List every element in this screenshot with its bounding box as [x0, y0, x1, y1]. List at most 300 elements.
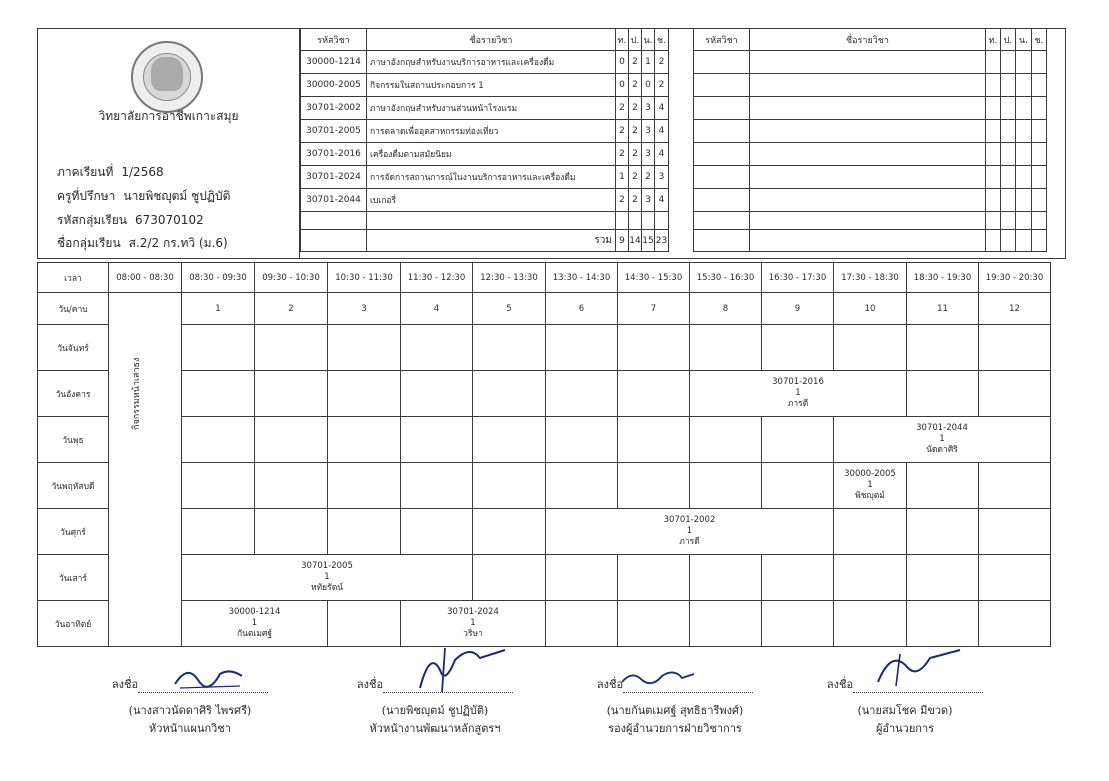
table-row — [301, 143, 669, 166]
empty-cell — [1016, 120, 1032, 143]
empty-cell — [1032, 189, 1047, 212]
empty-cell — [1001, 166, 1016, 189]
subject-t: 0 — [616, 51, 629, 74]
empty-cell — [618, 601, 690, 647]
subjects-header-right-c: ช. — [1032, 29, 1047, 51]
empty-cell — [986, 74, 1001, 97]
subjects-header-row — [301, 29, 669, 51]
subject-c: 2 — [655, 51, 669, 74]
subject-name: เบเกอรี่ — [367, 189, 616, 212]
empty-cell — [690, 325, 762, 371]
signature-2-mark — [400, 640, 510, 695]
subjects-total-label: รวม — [367, 230, 616, 252]
empty-cell — [694, 143, 750, 166]
subject-n: 3 — [642, 143, 655, 166]
subjects-total-n: 15 — [642, 230, 655, 252]
empty-cell — [690, 417, 762, 463]
period-label: วัน/คาบ — [38, 293, 109, 325]
subject-n: 3 — [642, 97, 655, 120]
empty-cell — [694, 74, 750, 97]
empty-cell — [473, 417, 546, 463]
empty-cell — [1032, 74, 1047, 97]
time-slot: 14:30 - 15:30 — [618, 263, 690, 293]
signer-position: หัวหน้าแผนกวิชา — [149, 722, 231, 735]
sign-label: ลงชื่อ — [826, 678, 854, 691]
day-row-2 — [38, 417, 1051, 463]
term-label: ภาคเรียนที่ — [57, 165, 114, 179]
table-row — [301, 97, 669, 120]
empty-cell — [1032, 212, 1047, 230]
day-label: วันศุกร์ — [38, 509, 109, 555]
subject-p: 2 — [629, 166, 642, 189]
period-number: 4 — [401, 293, 473, 325]
signer-position: หัวหน้างานพัฒนาหลักสูตรฯ — [369, 722, 501, 735]
empty-cell — [255, 417, 328, 463]
entry-room: 1 — [867, 480, 873, 490]
period-number: 7 — [618, 293, 690, 325]
empty-cell — [1001, 212, 1016, 230]
subject-name: การตลาดเพื่ออุตสาหกรรมท่องเที่ยว — [367, 120, 616, 143]
subject-code: 30000-2005 — [301, 74, 367, 97]
entry-code: 30000-2005 — [844, 469, 896, 479]
empty-cell — [473, 509, 546, 555]
time-slot: 12:30 - 13:30 — [473, 263, 546, 293]
entry-teacher: หทัยรัตน์ — [310, 583, 344, 593]
empty-cell — [750, 189, 986, 212]
schedule-table — [37, 262, 1051, 647]
table-row — [301, 230, 669, 252]
period-number: 2 — [255, 293, 328, 325]
period-number: 11 — [907, 293, 979, 325]
empty-cell — [1032, 120, 1047, 143]
subjects-header-p: ป. — [629, 29, 642, 51]
empty-cell — [546, 417, 618, 463]
empty-cell — [546, 463, 618, 509]
empty-cell — [182, 463, 255, 509]
empty-cell — [907, 509, 979, 555]
entry-room: 1 — [470, 618, 476, 628]
college-seal-icon — [131, 41, 203, 113]
subject-c: 4 — [655, 189, 669, 212]
empty-cell — [750, 143, 986, 166]
subject-c: 3 — [655, 166, 669, 189]
time-slot: 08:30 - 09:30 — [182, 263, 255, 293]
empty-cell — [834, 555, 907, 601]
empty-cell — [301, 230, 367, 252]
empty-cell — [546, 601, 618, 647]
day-row-1 — [38, 371, 1051, 417]
subject-name: ภาษาอังกฤษสำหรับงานบริการอาหารและเครื่องดื่ม — [367, 51, 616, 74]
entry-room: 1 — [939, 434, 945, 444]
entry-room: 1 — [251, 618, 258, 628]
signer-position: รองผู้อำนวยการฝ่ายวิชาการ — [608, 722, 742, 735]
empty-cell — [1016, 189, 1032, 212]
empty-cell — [834, 325, 907, 371]
empty-cell — [1032, 143, 1047, 166]
time-slot: 15:30 - 16:30 — [690, 263, 762, 293]
empty-cell — [750, 97, 986, 120]
subjects-header-right-name: ชื่อรายวิชา — [750, 29, 986, 51]
empty-cell — [182, 417, 255, 463]
empty-cell — [986, 120, 1001, 143]
advisor-label: ครูที่ปรึกษา — [57, 189, 116, 203]
table-row — [694, 51, 1047, 74]
empty-cell — [750, 166, 986, 189]
empty-cell — [694, 230, 750, 252]
empty-cell — [986, 143, 1001, 166]
empty-cell — [1016, 51, 1032, 74]
empty-cell — [694, 97, 750, 120]
period-number: 3 — [328, 293, 401, 325]
term-value: 1/2568 — [121, 165, 164, 179]
subjects-header-n: น. — [642, 29, 655, 51]
group-code-value: 673070102 — [135, 213, 204, 227]
day-row-4 — [38, 509, 1051, 555]
empty-cell — [979, 555, 1051, 601]
period-number: 12 — [979, 293, 1051, 325]
empty-cell — [255, 371, 328, 417]
empty-cell — [1016, 166, 1032, 189]
day-label: วันเสาร์ — [38, 555, 109, 601]
empty-cell — [907, 463, 979, 509]
subject-name: ภาษาอังกฤษสำหรับงานส่วนหน้าโรงแรม — [367, 97, 616, 120]
schedule-entry-cell — [690, 371, 907, 417]
empty-cell — [750, 51, 986, 74]
subjects-table-right — [693, 28, 1047, 252]
signer-name: (นายสมโชค มีขวด) — [857, 704, 953, 717]
empty-cell — [618, 555, 690, 601]
empty-cell — [642, 212, 655, 230]
entry-code: 30701-2024 — [447, 607, 499, 617]
time-slot: 18:30 - 19:30 — [907, 263, 979, 293]
empty-cell — [986, 189, 1001, 212]
empty-cell — [401, 325, 473, 371]
time-slot: 19:30 - 20:30 — [979, 263, 1051, 293]
empty-cell — [546, 325, 618, 371]
signature-1-mark — [170, 662, 250, 690]
empty-cell — [834, 601, 907, 647]
schedule-entry-cell — [834, 463, 907, 509]
empty-cell — [762, 325, 834, 371]
subject-p: 2 — [629, 120, 642, 143]
empty-cell — [1001, 120, 1016, 143]
empty-cell — [694, 51, 750, 74]
empty-cell — [473, 463, 546, 509]
table-row — [694, 97, 1047, 120]
empty-cell — [328, 463, 401, 509]
empty-cell — [618, 325, 690, 371]
subject-n: 3 — [642, 120, 655, 143]
day-row-6 — [38, 601, 1051, 647]
empty-cell — [473, 325, 546, 371]
empty-cell — [618, 417, 690, 463]
schedule-entry-cell — [182, 555, 473, 601]
table-row — [301, 51, 669, 74]
subject-c: 4 — [655, 120, 669, 143]
day-label: วันพุธ — [38, 417, 109, 463]
subject-n: 0 — [642, 74, 655, 97]
time-slot: 09:30 - 10:30 — [255, 263, 328, 293]
empty-cell — [690, 555, 762, 601]
subjects-header-row-right — [694, 29, 1047, 51]
activity-cell — [109, 293, 182, 647]
group-name-value: ส.2/2 กร.ทวิ (ม.6) — [128, 236, 228, 250]
subject-p: 2 — [629, 74, 642, 97]
subjects-total-t: 9 — [616, 230, 629, 252]
entry-code: 30701-2002 — [663, 515, 716, 525]
entry-code: 30701-2044 — [916, 423, 968, 433]
time-slot: 08:00 - 08:30 — [109, 263, 182, 293]
empty-cell — [1016, 74, 1032, 97]
empty-cell — [401, 417, 473, 463]
empty-cell — [401, 371, 473, 417]
empty-cell — [618, 463, 690, 509]
empty-cell — [762, 601, 834, 647]
empty-cell — [328, 509, 401, 555]
subjects-header-right-n: น. — [1016, 29, 1032, 51]
signature-4-mark — [870, 644, 965, 689]
empty-cell — [367, 212, 616, 230]
empty-cell — [618, 371, 690, 417]
empty-cell — [1001, 143, 1016, 166]
schedule-entry-cell — [182, 601, 328, 647]
empty-cell — [979, 371, 1051, 417]
schedule-entry-cell — [834, 417, 1051, 463]
time-slot: 17:30 - 18:30 — [834, 263, 907, 293]
table-row — [694, 189, 1047, 212]
table-row — [694, 166, 1047, 189]
time-label: เวลา — [38, 263, 109, 293]
empty-cell — [301, 212, 367, 230]
subject-t: 1 — [616, 166, 629, 189]
empty-cell — [694, 166, 750, 189]
empty-cell — [401, 509, 473, 555]
time-slot: 16:30 - 17:30 — [762, 263, 834, 293]
subjects-total-p: 14 — [629, 230, 642, 252]
subject-t: 2 — [616, 189, 629, 212]
empty-cell — [750, 74, 986, 97]
empty-cell — [907, 325, 979, 371]
empty-cell — [1001, 189, 1016, 212]
table-row — [694, 143, 1047, 166]
day-label: วันพฤหัสบดี — [38, 463, 109, 509]
subject-c: 4 — [655, 97, 669, 120]
signer-name: (นายกันตเมศฐ์ สุทธิธารีพงศ์) — [606, 704, 744, 717]
table-row — [301, 189, 669, 212]
empty-cell — [1001, 230, 1016, 252]
subject-name: การจัดการสถานการณ์ในงานบริการอาหารและเครื่องดื่ม — [367, 166, 616, 189]
empty-cell — [328, 325, 401, 371]
empty-cell — [979, 509, 1051, 555]
subjects-total-c: 23 — [655, 230, 669, 252]
subjects-header-t: ท. — [616, 29, 629, 51]
subject-code: 30701-2044 — [301, 189, 367, 212]
sign-label: ลงชื่อ — [596, 678, 624, 691]
day-label: วันอังคาร — [38, 371, 109, 417]
subject-n: 3 — [642, 189, 655, 212]
subjects-table-left — [300, 28, 669, 252]
entry-code: 30000-1214 — [228, 607, 281, 617]
table-row — [301, 166, 669, 189]
empty-cell — [762, 555, 834, 601]
subject-c: 4 — [655, 143, 669, 166]
table-row — [694, 230, 1047, 252]
empty-cell — [979, 601, 1051, 647]
entry-teacher: นัดดาศิริ — [926, 445, 958, 455]
subject-p: 2 — [629, 189, 642, 212]
empty-cell — [1016, 143, 1032, 166]
subjects-header-name: ชื่อรายวิชา — [367, 29, 616, 51]
signer-name: (นางสาวนัดดาศิริ ไพรศรี) — [128, 704, 252, 717]
entry-room: 1 — [686, 526, 693, 536]
empty-cell — [694, 212, 750, 230]
empty-cell — [690, 463, 762, 509]
group-name-label: ชื่อกลุ่มเรียน — [57, 236, 121, 250]
entry-code: 30701-2016 — [772, 377, 824, 387]
empty-cell — [182, 371, 255, 417]
period-row — [38, 293, 1051, 325]
entry-teacher: ภารดี — [787, 399, 809, 409]
table-row — [694, 120, 1047, 143]
schedule-entry-cell — [546, 509, 834, 555]
day-row-5 — [38, 555, 1051, 601]
period-number: 10 — [834, 293, 907, 325]
empty-cell — [1016, 212, 1032, 230]
empty-cell — [328, 601, 401, 647]
table-row — [301, 212, 669, 230]
period-number: 8 — [690, 293, 762, 325]
empty-cell — [255, 509, 328, 555]
advisor-line — [57, 187, 230, 206]
empty-cell — [1016, 97, 1032, 120]
subject-t: 0 — [616, 74, 629, 97]
subject-p: 2 — [629, 51, 642, 74]
empty-cell — [986, 97, 1001, 120]
term-line — [57, 163, 164, 182]
subject-code: 30000-1214 — [301, 51, 367, 74]
group-code-line — [57, 211, 204, 230]
day-row-0 — [38, 325, 1051, 371]
table-row — [301, 120, 669, 143]
empty-cell — [473, 555, 546, 601]
empty-cell — [328, 417, 401, 463]
subject-p: 2 — [629, 143, 642, 166]
table-row — [694, 212, 1047, 230]
time-slot: 11:30 - 12:30 — [401, 263, 473, 293]
empty-cell — [655, 212, 669, 230]
empty-cell — [986, 230, 1001, 252]
empty-cell — [986, 166, 1001, 189]
period-number: 6 — [546, 293, 618, 325]
empty-cell — [401, 463, 473, 509]
college-name: วิทยาลัยการอาชีพเกาะสมุย — [98, 109, 239, 123]
day-label: วันจันทร์ — [38, 325, 109, 371]
entry-teacher: พิชญุตม์ — [855, 491, 885, 501]
empty-cell — [694, 120, 750, 143]
empty-cell — [907, 371, 979, 417]
subjects-header-right-t: ท. — [986, 29, 1001, 51]
empty-cell — [1032, 230, 1047, 252]
empty-cell — [629, 212, 642, 230]
empty-cell — [1001, 74, 1016, 97]
subjects-header-c: ช. — [655, 29, 669, 51]
advisor-value: นายพิชญุตม์ ชูปฏิบัติ — [123, 189, 231, 203]
time-row — [38, 263, 1051, 293]
subject-code: 30701-2016 — [301, 143, 367, 166]
subject-t: 2 — [616, 120, 629, 143]
empty-cell — [694, 189, 750, 212]
empty-cell — [546, 371, 618, 417]
entry-room: 1 — [324, 572, 330, 582]
period-number: 9 — [762, 293, 834, 325]
empty-cell — [979, 325, 1051, 371]
empty-cell — [255, 463, 328, 509]
signer-position: ผู้อำนวยการ — [875, 722, 935, 735]
subject-name: เครื่องดื่มตามสมัยนิยม — [367, 143, 616, 166]
entry-teacher: กันตเมศฐ์ — [236, 629, 273, 639]
entry-teacher: วริษา — [463, 629, 483, 639]
empty-cell — [750, 120, 986, 143]
empty-cell — [979, 463, 1051, 509]
subject-t: 2 — [616, 143, 629, 166]
empty-cell — [616, 212, 629, 230]
empty-cell — [762, 417, 834, 463]
empty-cell — [473, 371, 546, 417]
group-code-label: รหัสกลุ่มเรียน — [57, 213, 127, 227]
sign-label: ลงชื่อ — [356, 678, 384, 691]
subject-code: 30701-2002 — [301, 97, 367, 120]
empty-cell — [750, 230, 986, 252]
period-number: 5 — [473, 293, 546, 325]
empty-cell — [690, 601, 762, 647]
subjects-header-code: รหัสวิชา — [301, 29, 367, 51]
signer-name: (นายพิชญุตม์ ชูปฏิบัติ) — [381, 704, 489, 717]
empty-cell — [762, 463, 834, 509]
subjects-header-right-code: รหัสวิชา — [694, 29, 750, 51]
sign-label: ลงชื่อ — [111, 678, 139, 691]
empty-cell — [182, 325, 255, 371]
subject-code: 30701-2005 — [301, 120, 367, 143]
table-row — [694, 74, 1047, 97]
empty-cell — [907, 555, 979, 601]
empty-cell — [1001, 97, 1016, 120]
empty-cell — [1032, 97, 1047, 120]
empty-cell — [546, 555, 618, 601]
time-slot: 10:30 - 11:30 — [328, 263, 401, 293]
subjects-header-right-p: ป. — [1001, 29, 1016, 51]
period-number: 1 — [182, 293, 255, 325]
entry-room: 1 — [795, 388, 801, 398]
empty-cell — [328, 371, 401, 417]
empty-cell — [255, 325, 328, 371]
empty-cell — [986, 212, 1001, 230]
activity-label: กิจกรรมหน้าเสาธง — [132, 357, 142, 430]
signature-3-mark — [618, 664, 698, 690]
subject-t: 2 — [616, 97, 629, 120]
empty-cell — [182, 509, 255, 555]
empty-cell — [986, 51, 1001, 74]
table-row — [301, 74, 669, 97]
subject-c: 2 — [655, 74, 669, 97]
subject-n: 1 — [642, 51, 655, 74]
empty-cell — [1032, 166, 1047, 189]
subject-p: 2 — [629, 97, 642, 120]
time-slot: 13:30 - 14:30 — [546, 263, 618, 293]
group-name-line — [57, 234, 228, 253]
empty-cell — [1016, 230, 1032, 252]
subject-code: 30701-2024 — [301, 166, 367, 189]
entry-teacher: ภารดี — [679, 537, 700, 547]
